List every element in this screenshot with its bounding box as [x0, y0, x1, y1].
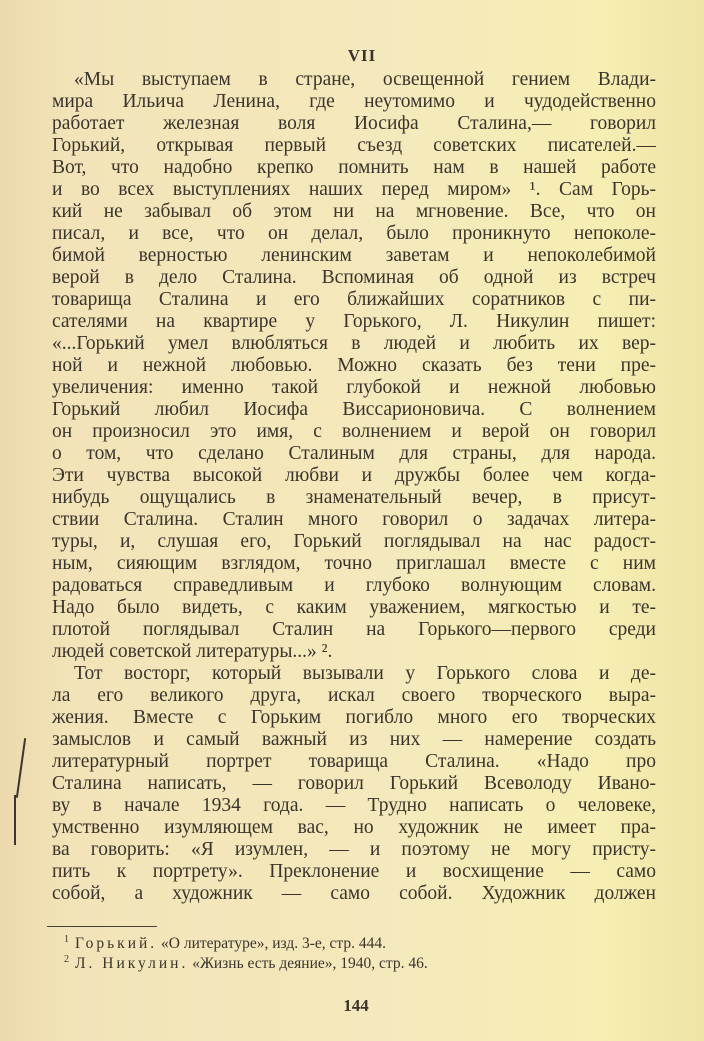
text-line: Тот восторг, который вызывали у Горького слова и де-	[74, 663, 656, 684]
text-line: писал, и все, что он делал, было проникнуто непоколе-	[52, 223, 656, 244]
text-line: радоваться справедливым и глубоко волнующим словам.	[52, 575, 656, 596]
text-line: о том, что сделано Сталиным для страны, для народа.	[52, 443, 656, 464]
text-line: товарища Сталина и его ближайших соратников с пи-	[52, 289, 656, 310]
footnote-author: Горький.	[75, 935, 158, 953]
footnote-mark: 1	[64, 934, 69, 945]
text-line: замыслов и самый важный из них — намерение создать	[52, 729, 656, 750]
text-line: ву в начале 1934 года. — Трудно написать о человеке,	[52, 795, 656, 816]
text-line: Горький любил Иосифа Виссарионовича. С волнением	[52, 399, 656, 420]
footnote-author: Л. Никулин.	[75, 955, 189, 973]
text-line: он произносил это имя, с волнением и верой он говорил	[52, 421, 656, 442]
pencil-margin-mark	[14, 795, 16, 845]
footnote-text: «О литературе», изд. 3-е, стр. 444.	[161, 935, 387, 953]
text-line: мира Ильича Ленина, где неутомимо и чудодейственно	[52, 91, 656, 112]
text-line: туры, и, слушая его, Горький поглядывал на нас радост-	[52, 531, 656, 552]
text-line: Горький, открывая первый съезд советских писателей.—	[52, 135, 656, 156]
footnote-mark: 2	[64, 954, 69, 965]
body-text	[52, 69, 656, 905]
text-line: собой, а художник — само собой. Художник должен	[52, 883, 656, 904]
chapter-heading: VII	[347, 46, 377, 65]
text-line: «Мы выступаем в стране, освещенной гением Влади-	[74, 69, 656, 90]
text-line: Вот, что надобно крепко помнить нам в нашей работе	[52, 157, 656, 178]
text-line: умственно изумляющем вас, но художник не имеет пра-	[52, 817, 656, 838]
text-line: плотой поглядывал Сталин на Горького—первого среди	[52, 619, 656, 640]
text-line: кий не забывал об этом ни на мгновение. Все, что он	[52, 201, 656, 222]
text-line: увеличения: именно такой глубокой и нежной любовью	[52, 377, 656, 398]
text-line: верой в дело Сталина. Вспоминая об одной из встреч	[52, 267, 656, 288]
text-line: Надо было видеть, с каким уважением, мягкостью и те-	[52, 597, 656, 618]
text-line: ла его великого друга, искал своего творческого выра-	[52, 685, 656, 706]
page-number: 144	[343, 996, 369, 1015]
text-line: жения. Вместе с Горьким погибло много его творческих	[52, 707, 656, 728]
text-line: «...Горький умел влюбляться в людей и любить их вер-	[52, 333, 656, 354]
text-line: людей советской литературы...» ².	[52, 641, 333, 662]
pencil-margin-mark	[16, 738, 26, 798]
text-line: работает железная воля Иосифа Сталина,— говорил	[52, 113, 656, 134]
text-line: ва говорить: «Я изумлен, — и поэтому не могу присту-	[52, 839, 656, 860]
text-line: сателями на квартире у Горького, Л. Никулин пишет:	[52, 311, 656, 332]
footnote-divider	[47, 926, 157, 927]
footnote-text: «Жизнь есть деяние», 1940, стр. 46.	[192, 955, 428, 973]
footnote-2	[64, 954, 428, 973]
text-line: и во всех выступлениях наших перед миром» ¹. Сам Горь-	[52, 179, 656, 200]
text-line: пить к портрету». Преклонение и восхищение — само	[52, 861, 656, 882]
text-line: ным, сияющим взглядом, точно приглашал вместе с ним	[52, 553, 656, 574]
text-line: нибудь ощущались в знаменательный вечер, в присут-	[52, 487, 656, 508]
text-line: ствии Сталина. Сталин много говорил о задачах литера-	[52, 509, 656, 530]
footnote-1	[64, 934, 386, 953]
text-line: ной и нежной любовью. Можно сказать без тени пре-	[52, 355, 656, 376]
text-line: литературный портрет товарища Сталина. «Надо про	[52, 751, 656, 772]
text-line: Сталина написать, — говорил Горький Всеволоду Ивано-	[52, 773, 656, 794]
text-line: бимой верностью ленинским заветам и непоколебимой	[52, 245, 656, 266]
text-line: Эти чувства высокой любви и дружбы более чем когда-	[52, 465, 656, 486]
